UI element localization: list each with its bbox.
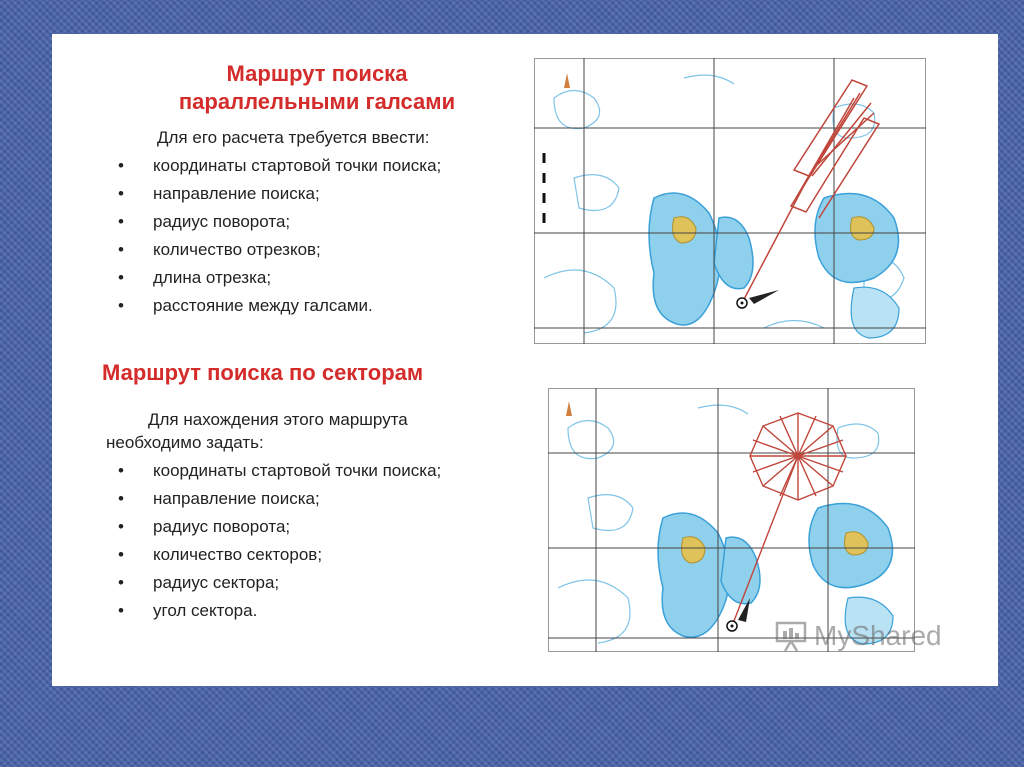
list-item: • радиус поворота; [108, 210, 508, 233]
list-item: • угол сектора. [108, 599, 508, 622]
list-item: • направление поиска; [108, 487, 508, 510]
list-item: • координаты стартовой точки поиска; [108, 154, 508, 177]
sector-search-map [548, 388, 915, 652]
section2-list [108, 459, 508, 627]
parallel-search-map [534, 58, 926, 344]
list-item: • количество секторов; [108, 543, 508, 566]
list-item: • расстояние между галсами. [108, 294, 508, 317]
list-item: • радиус сектора; [108, 571, 508, 594]
section1-list [108, 154, 508, 322]
section2-title: Маршрут поиска по секторам [102, 360, 424, 385]
section1-title [132, 60, 502, 116]
watermark-text: MyShared [814, 620, 942, 651]
list-item: • количество отрезков; [108, 238, 508, 261]
watermark-logo [774, 616, 974, 656]
section1-title-line1: Маршрут поиска [226, 61, 408, 86]
list-item: • координаты стартовой точки поиска; [108, 459, 508, 482]
slide [52, 34, 998, 686]
list-item: • направление поиска; [108, 182, 508, 205]
section2-intro: Для нахождения этого маршрута необходимо задать: [106, 410, 408, 452]
section1-title-line2: параллельными галсами [178, 89, 456, 114]
list-item: • длина отрезка; [108, 266, 508, 289]
list-item: • радиус поворота; [108, 515, 508, 538]
section1-intro: Для его расчета требуется ввести: [157, 128, 430, 147]
presentation-icon [774, 619, 808, 653]
